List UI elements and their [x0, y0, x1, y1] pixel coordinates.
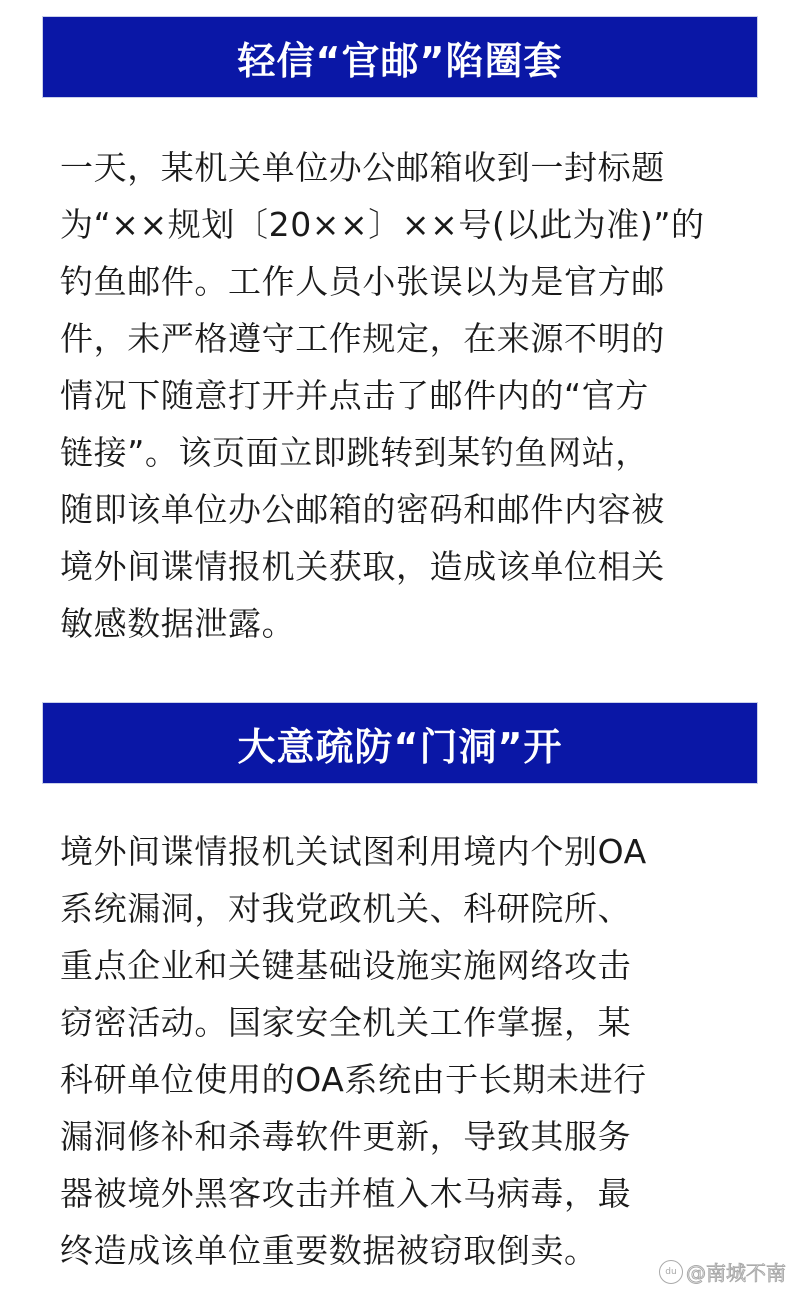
watermark — [659, 1257, 786, 1286]
text-line: 重点企业和关键基础设施实施网络攻击 — [60, 946, 632, 985]
text-line: 境外间谍情报机关试图利用境内个别OA — [60, 832, 647, 871]
text-line: 链接”。该页面立即跳转到某钓鱼网站， — [60, 433, 649, 472]
watermark-text: @南城不南 — [686, 1261, 786, 1285]
section-2-banner — [42, 702, 758, 784]
text-line: 系统漏洞，对我党政机关、科研院所、 — [60, 889, 632, 928]
text-line: 一天，某机关单位办公邮箱收到一封标题 — [60, 148, 665, 187]
text-line: 敏感数据泄露。 — [60, 604, 296, 643]
text-line: 境外间谍情报机关获取，造成该单位相关 — [60, 547, 665, 586]
section-2-paragraph — [60, 823, 750, 1279]
section-1-paragraph — [60, 139, 750, 652]
text-line: 为“××规划〔20××〕××号(以此为准)”的 — [60, 205, 705, 244]
text-line: 随即该单位办公邮箱的密码和邮件内容被 — [60, 490, 665, 529]
text-line: 件，未严格遵守工作规定，在来源不明的 — [60, 319, 665, 358]
text-line: 情况下随意打开并点击了邮件内的“官方 — [60, 376, 649, 415]
text-line: 钓鱼邮件。工作人员小张误以为是官方邮 — [60, 262, 665, 301]
text-line: 科研单位使用的OA系统由于长期未进行 — [60, 1060, 647, 1099]
baidu-paw-icon: du — [659, 1260, 683, 1284]
text-line: 漏洞修补和杀毒软件更新，导致其服务 — [60, 1117, 632, 1156]
text-line: 窃密活动。国家安全机关工作掌握，某 — [60, 1003, 632, 1042]
text-line: 器被境外黑客攻击并植入木马病毒，最 — [60, 1174, 632, 1213]
section-1-title: 轻信“官邮”陷圈套 — [237, 38, 563, 83]
section-2-title: 大意疏防“门洞”开 — [237, 724, 563, 769]
section-1-banner — [42, 16, 758, 98]
text-line: 终造成该单位重要数据被窃取倒卖。 — [60, 1231, 598, 1270]
